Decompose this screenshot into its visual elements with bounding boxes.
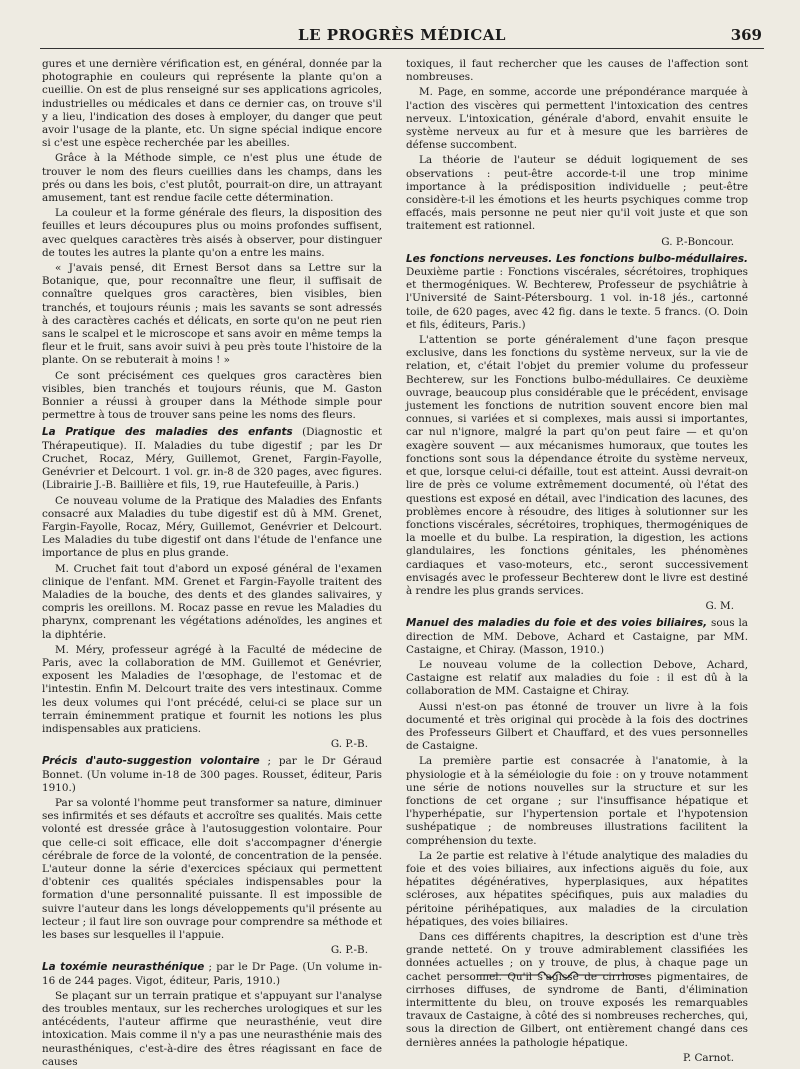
review-entry xyxy=(42,426,382,492)
review-citation: sous la direction de MM. Debove, Achard et Castaigne, par MM. Castaigne, et Chiray. (Masson, 1910.) xyxy=(406,617,748,656)
paragraph: Dans ces différents chapitres, la description est d'une très grande netteté. On y trouve admirablement classifiées les données actuelles ; on y trouve, de plus, à chaque page un cachet personnel. Qu'il s'agisse de cirrhoses pigmentaires, de cirrhoses diffuses, de syndrome de Banti, d'élimination intermittente du bleu, on trouve exposés les remarquables travaux de Castaigne, à côté des si nombreuses recherches, qui, sous la direction de Gilbert, ont entièrement changé dans ces dernières années la pathologie hépatique. xyxy=(406,931,748,1049)
paragraph: Par sa volonté l'homme peut transformer sa nature, diminuer ses infirmités et ses défauts et accroître ses qualités. Mais cette volonté est dressée grâce à l'autosuggestion volontaire. Pour que celle-ci soit efficace, elle doit s'accompagner d'énergie cérébrale de force de la volonté, de concentration de la pensée. L'auteur donne la série d'exercices spéciaux qui permettent d'obtenir ces qualités spéciales indispensables pour la formation d'une personnalité puissante. Il est impossible de suivre l'auteur dans les longs développements qu'il présente au lecteur ; il faut lire son ouvrage pour comprendre sa méthode et les bases sur lesquelles il l'appuie. xyxy=(42,796,382,941)
review-title: La Pratique des maladies des enfants xyxy=(42,426,293,439)
running-title: LE PROGRÈS MÉDICAL xyxy=(298,26,506,44)
review-entry xyxy=(406,253,748,332)
review-title: Précis d'auto-suggestion volontaire xyxy=(42,755,260,768)
paragraph: M. Cruchet fait tout d'abord un exposé général de l'examen clinique de l'enfant. MM. Grenet et Fargin-Fayolle traitent des Maladies de la bouche, des dents et des glandes salivaires, y compris les oreillons. M. Rocaz passe en revue les Maladies du pharynx, comprenant les végétations adénoïdes, les angines et la diphtérie. xyxy=(42,562,382,641)
left-column xyxy=(42,58,382,1068)
review-entry xyxy=(406,617,748,657)
paragraph: Grâce à la Méthode simple, ce n'est plus une étude de trouver le nom des fleurs cueillies dans les champs, dans les prés ou dans les bois, c'est plutôt, pourrait-on dire, un attrayant amusement, tant est rendue facile cette détermination. xyxy=(42,152,382,205)
paragraph: Le nouveau volume de la collection Debove, Achard, Castaigne est relatif aux maladies du foie : il est dû à la collaboration de MM. Castaigne et Chiray. xyxy=(406,658,748,698)
end-ornament xyxy=(478,969,644,981)
paragraph: Ce nouveau volume de la Pratique des Maladies des Enfants consacré aux Maladies du tube digestif est dû à MM. Grenet, Fargin-Fayolle, Rocaz, Méry, Guillemot, Genévrier et Delcourt. Les Maladies du tube digestif ont dans l'étude de l'enfance une importance de plus en plus grande. xyxy=(42,494,382,560)
review-citation: ; par le Dr Page. (Un volume in-16 de 244 pages. Vigot, éditeur, Paris, 1910.) xyxy=(42,961,382,987)
paragraph: gures et une dernière vérification est, en général, donnée par la photographie en couleurs qui représente la plante qu'on a cueillie. On est de plus renseigné sur ses applications agricoles, industrielles ou médicales et dans ce dernier cas, on trouve s'il y a lieu, l'indication des doses à employer, du danger que peut avoir l'usage de la plante, etc. Un signe spécial indique encore si c'est une espèce recherchée par les abeilles. xyxy=(42,58,382,150)
review-entry xyxy=(42,755,382,795)
signature: G. P.-B. xyxy=(330,738,368,751)
paragraph: Ce sont précisément ces quelques gros caractères bien visibles, bien tranchés et toujours réunis, que M. Gaston Bonnier a réussi à grouper dans la Méthode simple pour permettre à tous de trouver sans peine les noms des fleurs. xyxy=(42,369,382,422)
paragraph: La théorie de l'auteur se déduit logiquement de ses observations : peut-être accorde-t-il une trop minime importance à la prédisposition individuelle ; peut-être considère-t-il les émotions et les heurts psychiques comme trop effacés, mais personne ne peut nier qu'il voit juste et que son traitement est rationnel. xyxy=(406,154,748,233)
signature: G. P.-Boncour. xyxy=(661,235,734,248)
review-citation: Deuxième partie : Fonctions viscérales, sécrétoires, trophiques et thermogéniques. W. Bechterew, Professeur de psychiâtrie à l'Université de Saint-Pétersbourg. 1 vol. in-18 jés., cartonné toile, de 620 pages, avec 42 fig. dans le texte. 5 francs. (O. Doin et fils, éditeurs, Paris.) xyxy=(406,266,748,331)
review-citation: (Diagnostic et Thérapeutique). II. Maladies du tube digestif ; par les Dr Cruchet, Rocaz, Méry, Guillemot, Grenet, Fargin-Fayolle, Genévrier et Delcourt. 1 vol. gr. in-8 de 320 pages, avec figures. (Librairie J.-B. Baillière et fils, 19, rue Hautefeuille, à Paris.) xyxy=(42,426,382,492)
signature: G. P.-B. xyxy=(330,944,368,957)
paragraph: La 2e partie est relative à l'étude analytique des maladies du foie et des voies biliaires, aux infections aiguës du foie, aux hépatites dégénératives, hyperplasiques, aux hépatites scléroses, aux hépatites spécifiques, puis aux maladies du péritoine périhépatiques, aux maladies de la circulation hépatiques, des voies biliaires. xyxy=(406,849,748,928)
signature: G. M. xyxy=(705,600,734,613)
review-title: La toxémie neurasthénique xyxy=(42,961,205,974)
review-title: Les fonctions nerveuses. Les fonctions bulbo-médullaires. xyxy=(406,252,748,265)
right-column xyxy=(406,58,748,1064)
paragraph: M. Méry, professeur agrégé à la Faculté de médecine de Paris, avec la collaboration de MM. Guillemot et Genévrier, exposent les Maladies de l'œsophage, de l'estomac et de l'intestin. Enfin M. Delcourt traite des vers intestinaux. Comme les deux volumes qui l'ont précédé, celui-ci se place sur un terrain éminemment pratique et fournit les notions les plus indispensables aux praticiens. xyxy=(42,643,382,735)
review-title: Manuel des maladies du foie et des voies biliaires, xyxy=(406,617,708,630)
paragraph: Aussi n'est-on pas étonné de trouver un livre à la fois documenté et très original qui procède à la fois des doctrines des Professeurs Gilbert et Chauffard, et des vues personnelles de Castaigne. xyxy=(406,700,748,753)
review-entry xyxy=(42,961,382,987)
page-header xyxy=(40,24,764,49)
signature: P. Carnot. xyxy=(682,1051,734,1064)
paragraph: La couleur et la forme générale des fleurs, la disposition des feuilles et leurs découpures plus ou moins profondes suffisent, avec quelques caractères très aisés à observer, pour distinguer de toutes les autres la plante qu'on a entre les mains. xyxy=(42,207,382,259)
paragraph: M. Page, en somme, accorde une prépondérance marquée à l'action des viscères qui permettent l'intoxication des centres nerveux. L'intoxication, générale d'abord, envahit ensuite le système nerveux au fur et à mesure que les barrières de défense succombent. xyxy=(406,86,748,152)
review-citation: ; par le Dr Géraud Bonnet. (Un volume in-18 de 300 pages. Rousset, éditeur, Paris 1910.) xyxy=(42,755,382,794)
paragraph: toxiques, il faut rechercher que les causes de l'affection sont nombreuses. xyxy=(406,58,748,84)
paragraph: La première partie est consacrée à l'anatomie, à la physiologie et à la séméiologie du foie : on y trouve notamment une série de notions nouvelles sur la structure et sur les fonctions de cet organe ; sur l'insuffisance hépatique et l'hyperhépatie, sur l'hypertension portale et l'hypotension sushépatique ; de nombreuses illustrations facilitent la compréhension du texte. xyxy=(406,755,748,847)
paragraph: L'attention se porte généralement d'une façon presque exclusive, dans les fonctions du système nerveux, sur la vie de relation, et, c'était l'objet du premier volume du professeur Bechterew, sur les Fonctions bulbo-médullaires. Ce deuxième ouvrage, beaucoup plus considérable que le précédent, envisage justement les fonctions de nutrition souvent encore bien mal connues, si variées et si complexes, mais aussi si importantes, car nul n'ignore, malgré la part qu'on peut faire — et qu'on exagère souvent — aux mécanismes humoraux, que toutes les fonctions sont sous la dépendance étroite du système nerveux, et que, lorsque celui-ci défaille, tout est atteint. Aussi devrait-on lire de près ce volume extrêmement documenté, où l'état des questions est exposé en détail, avec l'indication des lacunes, des problèmes encore à résoudre, des litiges à solutionner sur les fonctions viscérales, sécrétoires, trophiques, thermogéniques de la moelle et du bulbe. La respiration, la digestion, les actions glandulaires, les fonctions génitales, les phénomènes cardiaques et vaso-moteurs, etc., seront successivement envisagés avec le professeur Bechterew dont le livre est destiné à rendre les plus grands services. xyxy=(406,334,748,597)
paragraph: « J'avais pensé, dit Ernest Bersot dans sa Lettre sur la Botanique, que, pour reconnaître une fleur, il suffisait de connaître quelques gros caractères, bien visibles, bien tranchés, et toujours réunis ; mais les savants se sont adressés à des caractères cachés et délicats, en sorte qu'on ne peut rien sans le scalpel et le microscope et sans avoir en même temps la fleur et le fruit, sans avoir suivi à peu près toute l'histoire de la plante. On se rebuterait à moins ! » xyxy=(42,262,382,367)
paragraph: Se plaçant sur un terrain pratique et s'appuyant sur l'analyse des troubles mentaux, sur les recherches urologiques et sur les antécédents, l'auteur affirme que neurasthénie, veut dire intoxication. Mais comme il n'y a pas une neurasthénie mais des neurasthéniques, c'est-à-dire des êtres réagissant en face de causes xyxy=(42,989,382,1068)
page-number: 369 xyxy=(730,26,762,44)
